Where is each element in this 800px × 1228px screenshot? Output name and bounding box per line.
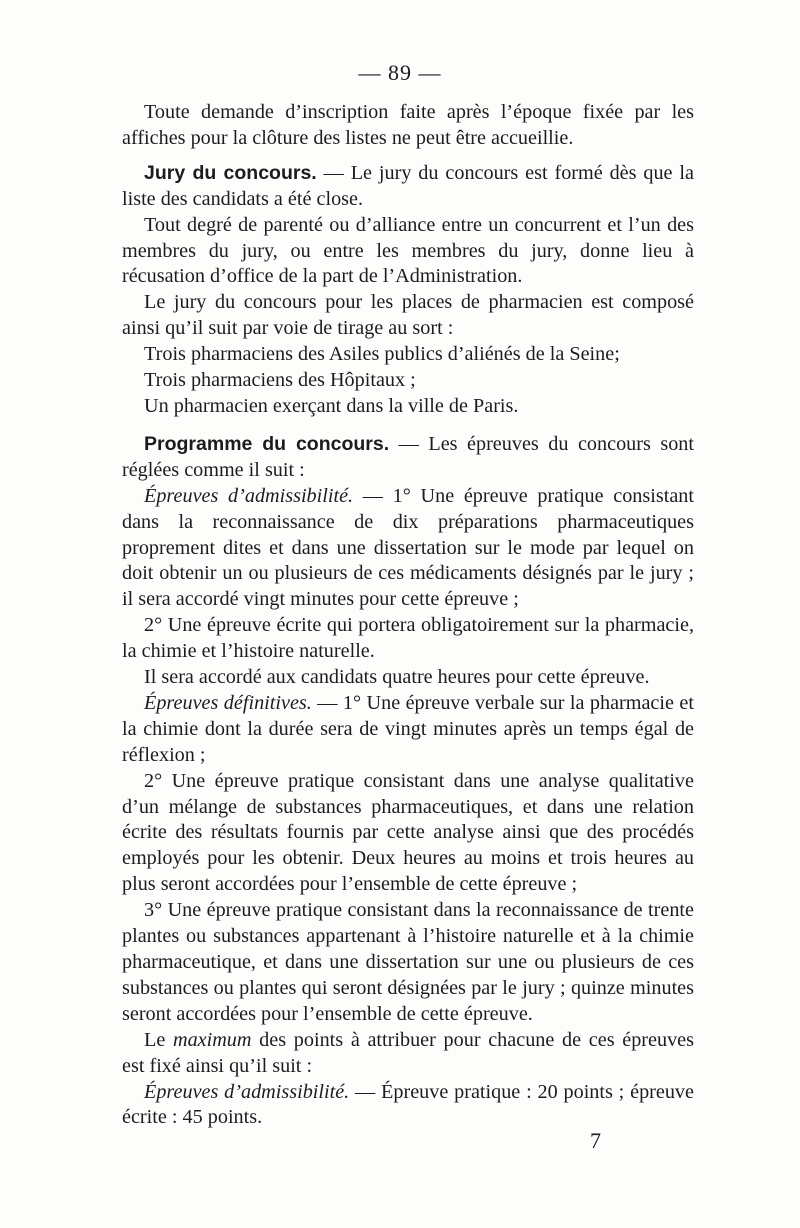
paragraph-definitive-1: Épreuves définitives. — 1° Une épreuve verbale sur la pharmacie et la chimie dont la durée sera de vingt minutes après un temps égal de réflexion ; xyxy=(122,691,694,766)
paragraph-admissibility-points: Épreuves d’admissibilité. — Épreuve pratique : 20 points ; épreuve écrite : 45 points. xyxy=(122,1080,694,1129)
subheading-definitive: Épreuves définitives. xyxy=(144,691,312,714)
paragraph-admissibility-1: Épreuves d’admissibilité. — 1° Une épreuve pratique consistant dans la reconnaissance de dix préparations pharmaceutiques proprement dites et dans une dissertation sur le mode par lequel on doit obtenir un ou plusieurs de ces médicaments désignés par le jury ; il sera accordé vingt minutes pour cette épreuve ; xyxy=(122,484,694,611)
paragraph-definitive-3: 3° Une épreuve pratique consistant dans la reconnaissance de trente plantes ou substances appartenant à l’histoire naturelle et à la chimie pharmaceutique, et dans une dissertation sur une ou plusieurs de ces substances ou plantes qui seront désignées par le jury ; quinze minutes seront accordées pour l’ensemble de cette épreuve. xyxy=(122,899,694,1025)
paragraph-jury-heading: Jury du concours. — Le jury du concours est formé dès que la liste des candidats a été close. xyxy=(122,161,694,210)
paragraph-definitive-2: 2° Une épreuve pratique consistant dans une analyse qualitative d’un mélange de substances pharmaceutiques, et dans une relation écrite des résultats fournis par cette analyse ainsi que des procédés employés pour les obtenir. Deux heures au moins et trois heures au plus seront accordées pour l’ensemble de cette épreuve ; xyxy=(122,769,694,896)
paragraph-admissibility-2: 2° Une épreuve écrite qui portera obligatoirement sur la pharmacie, la chimie et l’histoire naturelle. xyxy=(122,614,694,663)
list-item-asiles: Trois pharmaciens des Asiles publics d’aliénés de la Seine; xyxy=(144,343,620,366)
paragraph-four-hours: Il sera accordé aux candidats quatre heures pour cette épreuve. xyxy=(144,666,650,689)
paragraph-kinship: Tout degré de parenté ou d’alliance entre un concurrent et l’un des membres du jury, ou entre les membres du jury, donne lieu à récusation d’office de la part de l’Administration. xyxy=(122,213,694,288)
signature-mark: 7 xyxy=(590,1128,601,1153)
section-heading-programme: Programme du concours. xyxy=(144,432,390,455)
paragraph-jury-composition: Le jury du concours pour les places de pharmacien est composé ainsi qu’il suit par voie de tirage au sort : xyxy=(122,291,694,340)
list-item-hopitaux: Trois pharmaciens des Hôpitaux ; xyxy=(144,369,416,392)
emphasis-maximum: maximum xyxy=(172,1028,252,1051)
subheading-admissibility-points: Épreuves d’admissibilité. xyxy=(144,1080,350,1103)
paragraph-maximum-points: Le maximum des points à attribuer pour chacune de ces épreuves est fixé ainsi qu’il suit : xyxy=(122,1028,694,1077)
list-item-paris: Un pharmacien exerçant dans la ville de Paris. xyxy=(144,394,519,417)
subheading-admissibility: Épreuves d’admissibilité. xyxy=(144,484,354,507)
paragraph-registration-deadline: Toute demande d’inscription faite après l’époque fixée par les affiches pour la clôture des listes ne peut être accueillie. xyxy=(122,101,694,149)
body-text xyxy=(122,100,694,1131)
paragraph-programme-heading: Programme du concours. — Les épreuves du concours sont réglées comme il suit : xyxy=(122,432,695,481)
page-number: — 89 — xyxy=(358,60,442,85)
section-heading-jury: Jury du concours. xyxy=(144,161,317,184)
